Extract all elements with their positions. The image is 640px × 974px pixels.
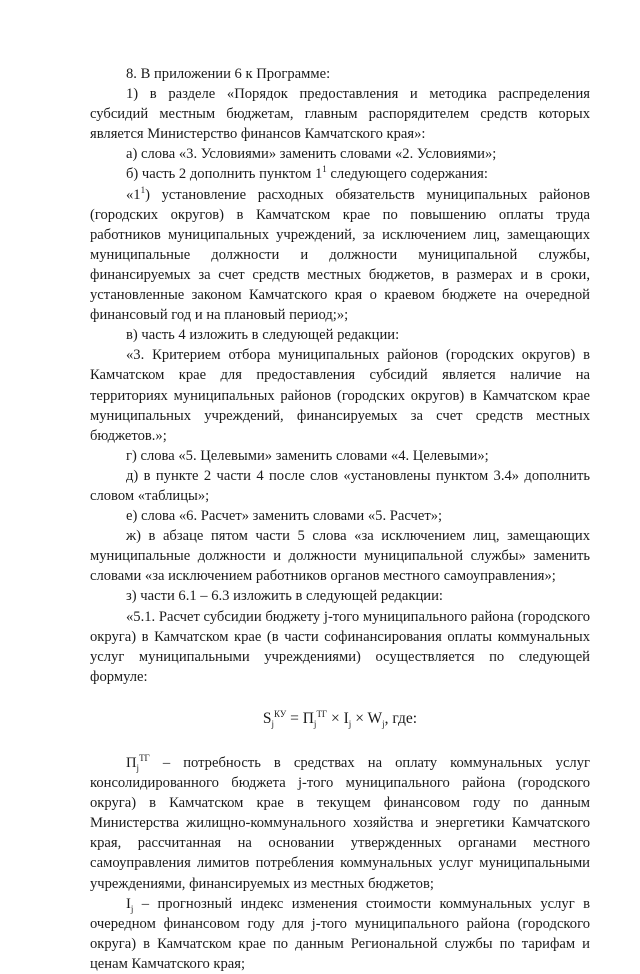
subitem-zh: ж) в абзаце пятом части 5 слова «за исключением лиц, замещающих муниципальные должности и должности муниципальной службы» заменить словами «за исключением работников органов местного самоуправления»; bbox=[90, 528, 590, 585]
superscript: КУ bbox=[274, 708, 287, 719]
subitem-e: е) слова «6. Расчет» заменить словами «5. Расчет»; bbox=[126, 508, 443, 525]
formula-tail: , где: bbox=[384, 709, 418, 727]
subscript: j bbox=[130, 903, 134, 914]
quote-open: «1 bbox=[126, 186, 141, 203]
subscript: j bbox=[271, 719, 275, 729]
definition-i-text: – прогнозный индекс изменения стоимости коммунальных услуг в очередном финансовом году для j-того муниципального района (городского округа) в Камчатском крае по данным Региональной службы по тарифам и ценам Камчатского края; bbox=[90, 895, 590, 972]
subscript: j bbox=[313, 719, 317, 729]
subitem-a: а) слова «3. Условиями» заменить словами «2. Условиями»; bbox=[126, 146, 497, 163]
formula-times-w: × W bbox=[351, 709, 383, 727]
superscript: ТГ bbox=[316, 708, 328, 719]
subscript: j bbox=[348, 719, 352, 729]
definition-i bbox=[90, 894, 590, 974]
superscript: ТГ bbox=[139, 753, 150, 764]
definition-p-text: – потребность в средствах на оплату коммунальных услуг консолидированного бюджета j-того муниципального района (городского округа) в Камчатском крае в текущем финансовом году по данным Министерства жилищно-коммунального хозяйства и энергетики Камчатского края, рассчитанная на основании утвержденных органами местного самоуправления лимитов потребления коммунальных услуг муниципальными учреждениями, финансируемых из местных бюджетов; bbox=[90, 755, 590, 892]
subitem-g: г) слова «5. Целевыми» заменить словами «4. Целевыми»; bbox=[126, 447, 489, 464]
definition-p bbox=[90, 753, 590, 894]
formula-eq: = П bbox=[286, 709, 314, 727]
item-8-heading: 8. В приложении 6 к Программе: bbox=[126, 66, 331, 82]
subitem-z: з) части 6.1 – 6.3 изложить в следующей редакции: bbox=[126, 588, 443, 605]
quoted-point-1-1 bbox=[90, 185, 590, 326]
quoted-part-3: «3. Критерием отбора муниципальных районов (городских округов) в Камчатском крае для предоставления субсидий является наличие на территориях муниципальных районов (городских округов) в Камчатском крае муниципальных учреждений, финансируемых за счет средств местных бюджетов.»; bbox=[90, 347, 590, 444]
subscript: j bbox=[136, 762, 140, 773]
subitem-d: д) в пункте 2 части 4 после слов «установлены пунктом 3.4» дополнить словом «таблицы»; bbox=[90, 467, 590, 504]
subitem-v: в) часть 4 изложить в следующей редакции: bbox=[126, 327, 400, 344]
quoted-part-5-1: «5.1. Расчет субсидии бюджету j-того муниципального района (городского округа) в Камчатском крае (в части софинансирования оплаты коммунальных услуг муниципальными учреждениями) осуществляется по следующей формуле: bbox=[90, 608, 590, 685]
quoted-point-1-1-text: ) установление расходных обязательств муниципальных районов (городских округов) в Камчатском крае по повышению оплаты труда работников муниципальных учреждений, за исключением лиц, замещающих муниципальные должности и должности муниципальной службы, финансируемых за счет средств местных бюджетов, в размерах и в сроки, установленные законом Камчатского края о краевом бюджете на очередной финансовый год и на плановый период;»; bbox=[90, 186, 590, 324]
subitem-1: 1) в разделе «Порядок предоставления и методика распределения субсидий местным бюджетам, главным распорядителем средств которых является Министерство финансов Камчатского края»: bbox=[90, 86, 590, 143]
subitem-b-text-end: следующего содержания: bbox=[326, 166, 488, 183]
formula-s: S bbox=[262, 709, 272, 727]
formula-times-i: × I bbox=[327, 709, 349, 727]
superscript: 1 bbox=[140, 184, 146, 195]
subitem-b bbox=[90, 164, 590, 184]
subitem-b-text: б) часть 2 дополнить пунктом 1 bbox=[126, 166, 323, 183]
subscript: j bbox=[382, 719, 385, 729]
superscript: 1 bbox=[322, 164, 327, 175]
subsidy-formula bbox=[90, 709, 590, 729]
definition-i-symbol: I bbox=[126, 895, 131, 912]
definition-p-symbol: П bbox=[126, 755, 137, 771]
